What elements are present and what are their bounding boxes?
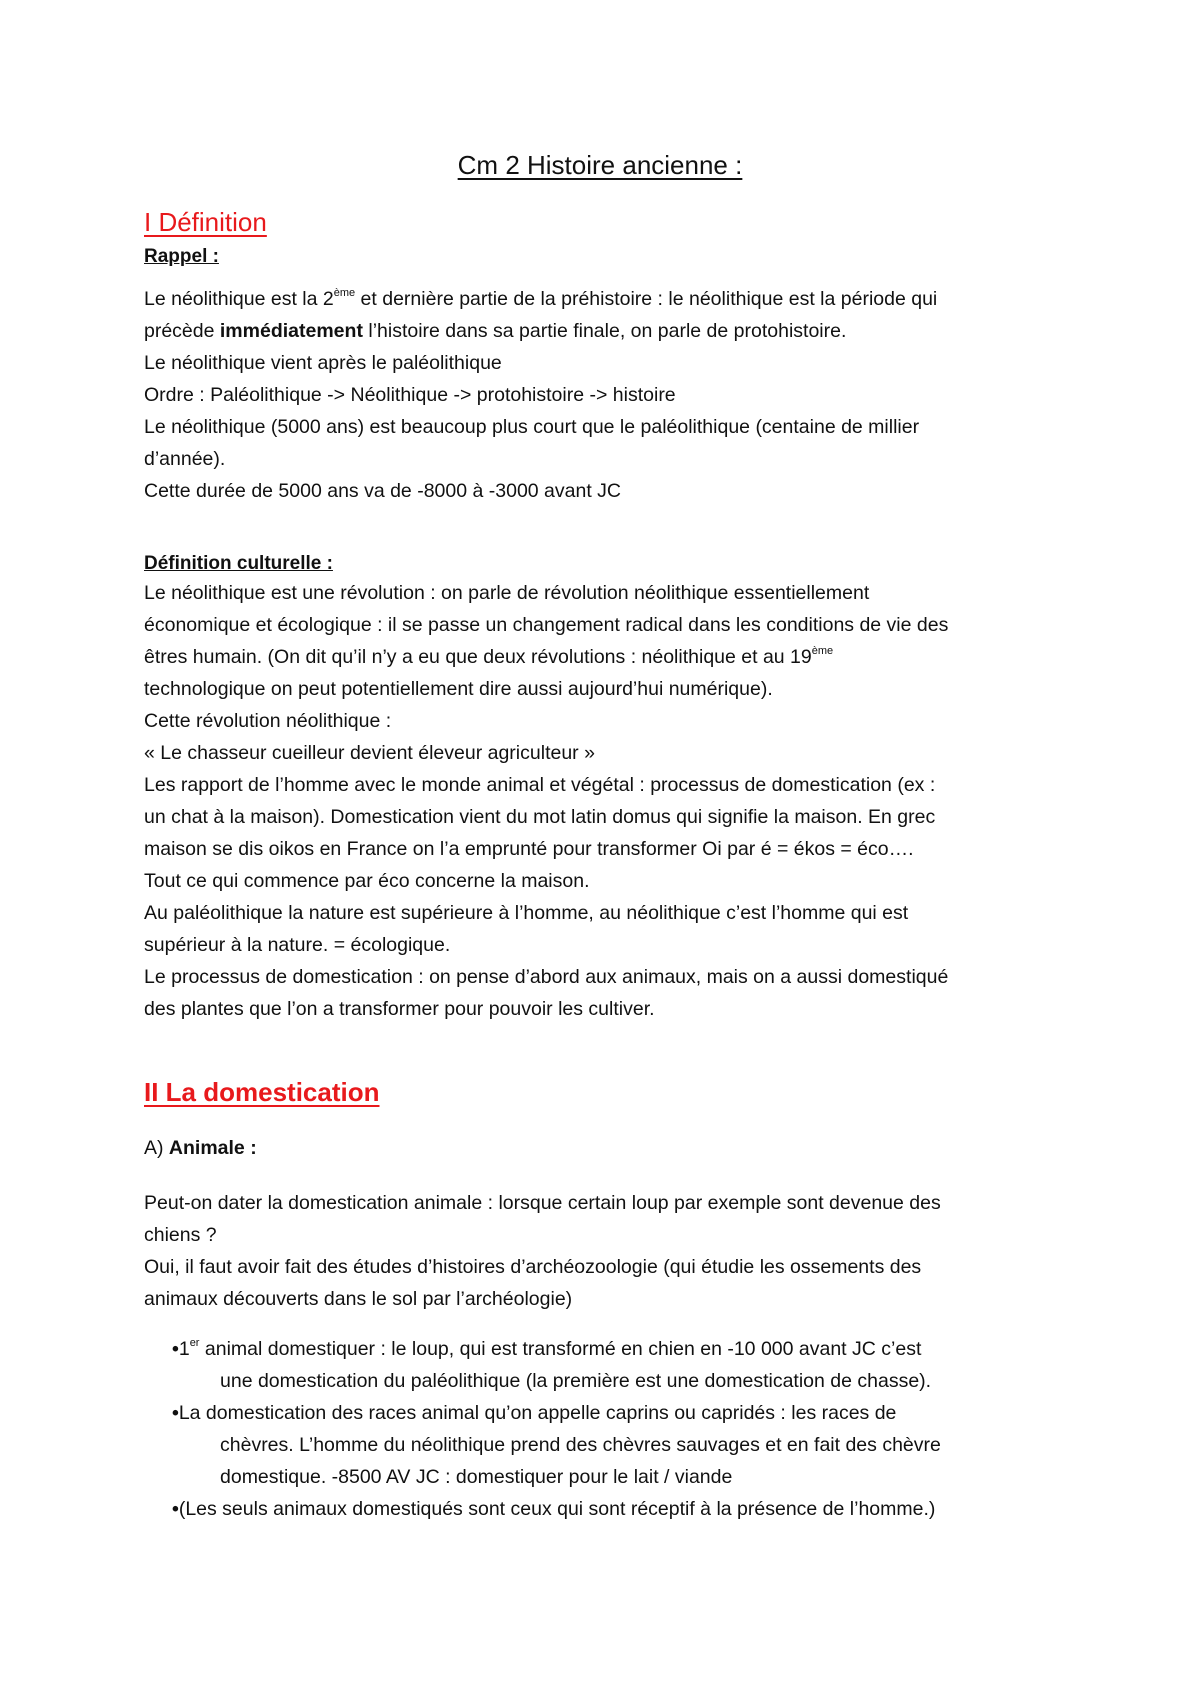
text-line: Peut-on dater la domestication animale : lorsque certain loup par exemple sont devenue des <box>144 1192 941 1214</box>
list-item: •La domestication des races animal qu’on appelle caprins ou capridés : les races de chèvres. L’homme du néolithique prend des chèvres sauvages et en fait des chèvre domestique. -8500 AV JC : domestiquer pour le lait / viande <box>172 1402 941 1488</box>
text-line: Le néolithique est une révolution : on parle de révolution néolithique essentiellement <box>144 582 870 604</box>
definition-culturelle-label: Définition culturelle : <box>144 553 333 574</box>
rappel-paragraph <box>144 283 1084 507</box>
text-line: maison se dis oikos en France on l’a emprunté pour transformer Oi par é = ékos = éco…. <box>144 838 914 860</box>
text-line: un chat à la maison). Domestication vient du mot latin domus qui signifie la maison. En grec <box>144 806 936 828</box>
text-line: « Le chasseur cueilleur devient éleveur agriculteur » <box>144 742 595 764</box>
text-line: Le néolithique est la 2ème et dernière partie de la préhistoire : le néolithique est la période qui <box>144 286 938 310</box>
bullet-icon: • <box>172 1498 179 1520</box>
list-item: •(Les seuls animaux domestiqués sont ceux qui sont réceptif à la présence de l’homme.) <box>172 1498 936 1520</box>
text-line: Le néolithique (5000 ans) est beaucoup plus court que le paléolithique (centaine de millier <box>144 416 920 438</box>
section-heading-domestication: II La domestication <box>144 1077 380 1107</box>
subsection-animale: A) Animale : <box>144 1137 257 1159</box>
text-line: chiens ? <box>144 1224 217 1246</box>
text-line: Cette révolution néolithique : <box>144 710 392 732</box>
text-line: Au paléolithique la nature est supérieure à l’homme, au néolithique c’est l’homme qui est <box>144 902 909 924</box>
page-title: Cm 2 Histoire ancienne : <box>457 150 743 180</box>
text-line: Le processus de domestication : on pense d’abord aux animaux, mais on a aussi domestiqué <box>144 966 949 988</box>
culturelle-paragraph <box>144 577 1084 1025</box>
text-line: Ordre : Paléolithique -> Néolithique -> protohistoire -> histoire <box>144 384 676 406</box>
section-heading-definition: I Définition <box>144 207 267 237</box>
text-line: supérieur à la nature. = écologique. <box>144 934 451 956</box>
text-line: Tout ce qui commence par éco concerne la maison. <box>144 870 590 892</box>
text-line: animaux découverts dans le sol par l’archéologie) <box>144 1288 573 1310</box>
rappel-label: Rappel : <box>144 246 219 267</box>
text-line: Les rapport de l’homme avec le monde animal et végétal : processus de domestication (ex : <box>144 774 936 796</box>
text-line: êtres humain. (On dit qu’il n’y a eu que deux révolutions : néolithique et au 19ème <box>144 644 834 668</box>
animale-intro-paragraph <box>144 1187 1084 1315</box>
bullet-list <box>172 1333 1072 1525</box>
text-line: Oui, il faut avoir fait des études d’histoires d’archéozoologie (qui étudie les ossements des <box>144 1256 922 1278</box>
text-line: Le néolithique vient après le paléolithique <box>144 352 502 374</box>
bullet-icon: • <box>172 1338 179 1360</box>
text-line: des plantes que l’on a transformer pour pouvoir les cultiver. <box>144 998 655 1020</box>
text-line: d’année). <box>144 448 226 470</box>
text-line: précède immédiatement l’histoire dans sa partie finale, on parle de protohistoire. <box>144 320 847 342</box>
text-line: technologique on peut potentiellement dire aussi aujourd’hui numérique). <box>144 678 773 700</box>
bullet-icon: • <box>172 1402 179 1424</box>
text-line: économique et écologique : il se passe un changement radical dans les conditions de vie des <box>144 614 949 636</box>
list-item: •1er animal domestiquer : le loup, qui est transformé en chien en -10 000 avant JC c’est une domestication du paléolithique (la première est une domestication de chasse). <box>172 1336 932 1392</box>
text-line: Cette durée de 5000 ans va de -8000 à -3000 avant JC <box>144 480 621 502</box>
